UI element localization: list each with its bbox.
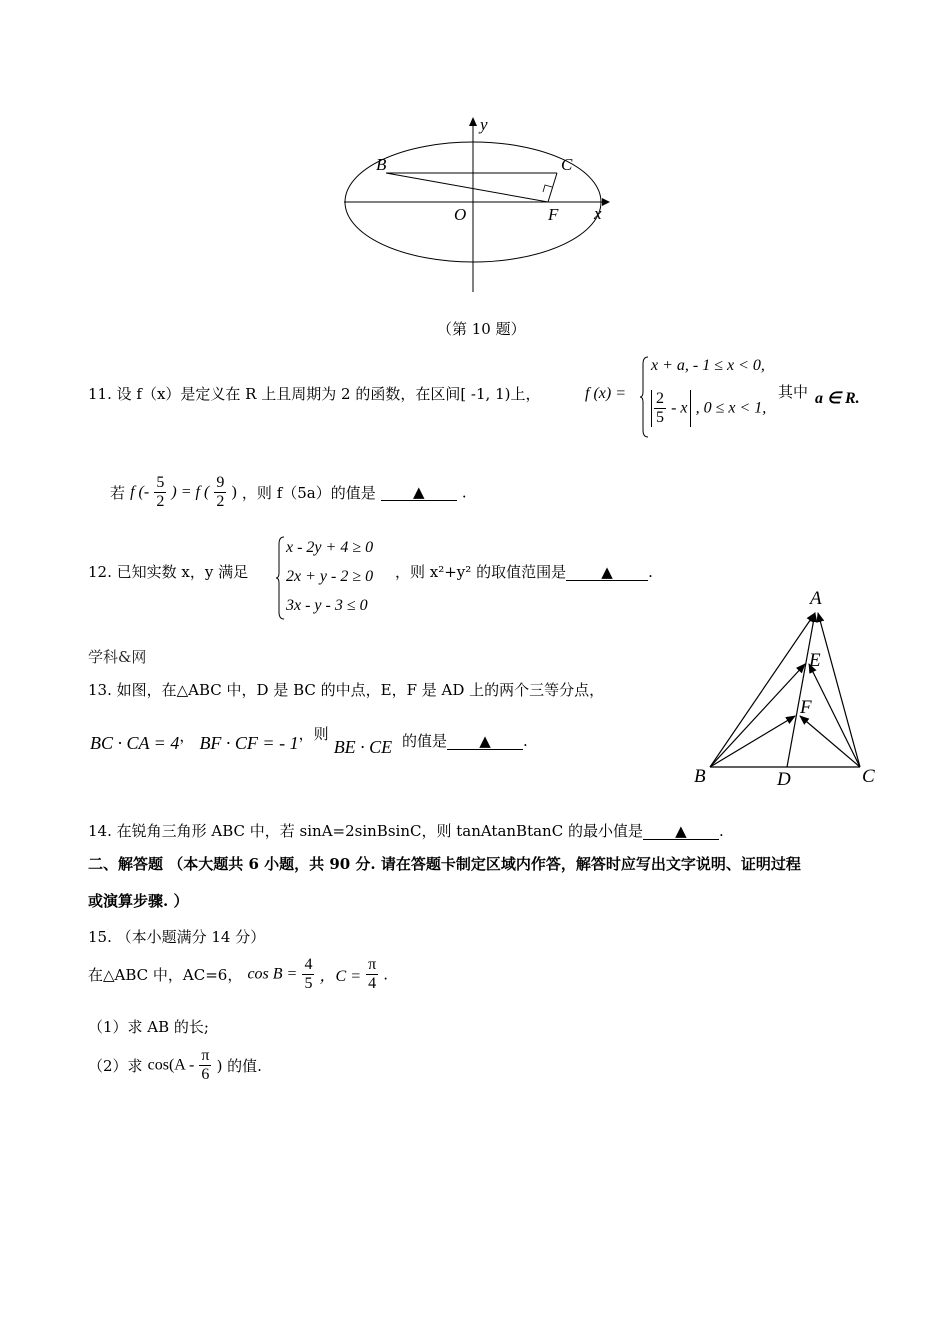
q12-constraint-3: 3x - y - 3 ≤ 0: [286, 597, 368, 614]
triangle-diagram: [690, 585, 885, 790]
q13-eq3: BE · CE: [333, 737, 393, 757]
q12-intro: 12. 已知实数 x，y 满足: [88, 563, 249, 581]
q12-end: .: [648, 563, 653, 581]
frac-den: 2: [156, 493, 165, 510]
q14-text: 14. 在锐角三角形 ABC 中，若 sinA=2sinBsinC，则 tanAtanBtanC 的最小值是: [88, 822, 643, 840]
q15-part2-cos: cos(A -: [147, 1056, 195, 1074]
section2-line1: 二、解答题 （本大题共 6 小题，共 90 分. 请在答题卡制定区域内作答，解答时应写出文字说明、证明过程: [88, 855, 801, 873]
q11-abs-value: [651, 390, 691, 427]
q15-frac-4-5: [302, 956, 314, 993]
right-angle-mark: [543, 185, 552, 192]
q13-condition: [90, 725, 393, 757]
frac-num: π: [368, 956, 377, 973]
x-axis-arrow-icon: [602, 198, 610, 206]
q11-qizhong: 其中: [778, 383, 809, 401]
figure-10-caption: （第 10 题）: [437, 320, 526, 338]
q11-suffix: ，则 f（5a）的值是: [241, 484, 376, 502]
ellipse-diagram: [330, 112, 620, 297]
vector-BF: [710, 716, 795, 767]
q15-header: 15. （本小题满分 14 分）: [88, 928, 266, 946]
label-A: A: [810, 588, 822, 609]
q15-frac-pi-4: [366, 956, 378, 993]
frac-num: 4: [304, 956, 313, 973]
label-F: F: [800, 697, 812, 718]
q15-part1: （1）求 AB 的长;: [88, 1018, 209, 1036]
segment-DA: [787, 613, 815, 767]
q13-end: .: [523, 732, 528, 750]
q11-intro: 11. 设 f（x）是定义在 R 上且周期为 2 的函数，在区间[ -1, 1)上，: [88, 385, 541, 403]
watermark-text: 学科&网: [88, 648, 147, 666]
frac-den: 5: [304, 975, 313, 992]
figure-10: [330, 112, 620, 297]
q13-answer-blank: ▲: [447, 733, 523, 750]
q13-suffix: 的值是: [402, 732, 448, 750]
q11-case2-rest: - x: [671, 399, 688, 417]
frac-num: π: [201, 1047, 210, 1064]
frac-num: 5: [156, 474, 165, 491]
q11-fx: f (x) =: [585, 385, 626, 402]
q11-frac-2-5: [654, 390, 666, 427]
q11-cond-prefix: 若: [110, 484, 126, 502]
q13-eq1: BC · CA = 4: [90, 733, 180, 753]
q13-intro: 13. 如图，在△ABC 中，D 是 BC 的中点，E，F 是 AD 上的两个三等分点，: [88, 681, 605, 699]
q12-constraint-2: 2x + y - 2 ≥ 0: [286, 568, 374, 585]
frac-num: 9: [216, 474, 225, 491]
q15-end: .: [383, 965, 389, 984]
section2-line2: 或演算步骤. ）: [88, 892, 189, 910]
q15-given: [88, 956, 388, 993]
label-x: x: [594, 204, 602, 223]
q11-answer-blank: ▲: [381, 484, 457, 501]
q13-eq2: BF · CF = - 1: [199, 733, 299, 753]
segment-CF: [548, 173, 557, 202]
q12-answer-blank: ▲: [566, 564, 648, 581]
segment-BF: [386, 173, 548, 202]
q11-condition: [110, 474, 467, 511]
label-y: y: [480, 115, 488, 134]
q13-comma: ，: [179, 727, 195, 745]
q11-f-left: f (-: [130, 483, 150, 501]
q11-frac-9-2: [214, 474, 226, 511]
vector-CE: [809, 664, 860, 767]
q11-frac-den: 5: [656, 409, 664, 426]
label-E: E: [809, 650, 821, 671]
q15-C-eq: ，C =: [319, 968, 362, 985]
q11-case1: x + a, - 1 ≤ x < 0,: [651, 357, 765, 374]
q11-frac-num: 2: [656, 390, 664, 407]
vector-BA: [710, 613, 815, 767]
q11-end: .: [461, 483, 467, 502]
q12-suffix: ，则 x²+y² 的取值范围是: [395, 563, 567, 581]
q11-frac-5-2: [154, 474, 166, 511]
q12-tail: [395, 561, 653, 582]
frac-den: 4: [368, 975, 377, 992]
label-D: D: [777, 769, 791, 790]
q14-answer-blank: ▲: [643, 823, 719, 840]
q15-part2-prefix: （2）求: [88, 1057, 143, 1075]
label-F: F: [548, 205, 559, 224]
label-C: C: [561, 155, 573, 174]
q15-frac-pi-6: [199, 1047, 211, 1084]
q11-brace: [640, 356, 650, 438]
q11-paren-close: ): [231, 483, 237, 501]
q11-case2-cond: , 0 ≤ x < 1,: [695, 399, 767, 417]
vector-CA: [818, 613, 860, 767]
frac-den: 6: [201, 1066, 210, 1083]
frac-den: 2: [216, 493, 225, 510]
label-B: B: [694, 766, 706, 787]
label-B: B: [376, 155, 387, 174]
q12-constraint-1: x - 2y + 4 ≥ 0: [286, 539, 374, 556]
q15-part2: [88, 1047, 262, 1084]
q11-case2: [651, 390, 766, 432]
figure-13: [690, 585, 885, 790]
q15-given-prefix: 在△ABC 中，AC=6，: [88, 966, 243, 984]
q15-part2-suffix: ) 的值.: [216, 1057, 262, 1075]
vector-BE: [710, 664, 805, 767]
q14: [88, 820, 724, 841]
y-axis-arrow-icon: [469, 117, 477, 126]
q11-eq-mid: ) = f (: [171, 483, 210, 501]
q12-brace: [276, 536, 286, 620]
vector-CF: [800, 716, 860, 767]
label-O: O: [454, 205, 467, 224]
q13-tail: [402, 730, 528, 751]
q13-ze: ，则: [298, 725, 329, 743]
q14-end: .: [718, 822, 724, 840]
q15-cosB: cos B =: [247, 965, 298, 983]
q11-a-in-R: a ∈ R.: [815, 390, 860, 407]
label-C: C: [862, 766, 875, 787]
